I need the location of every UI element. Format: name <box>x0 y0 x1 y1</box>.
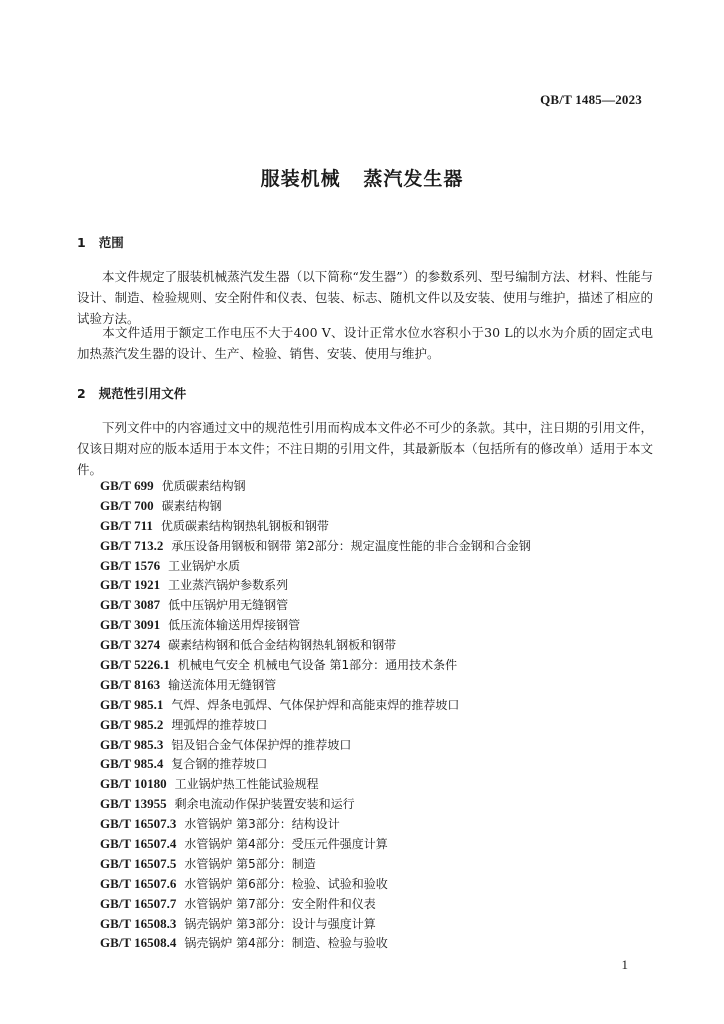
reference-item <box>100 874 531 894</box>
reference-item <box>100 933 531 953</box>
reference-title: 锅壳锅炉 第3部分：设计与强度计算 <box>184 916 376 931</box>
reference-code: GB/T 16507.5 <box>100 855 177 871</box>
document-title: 服装机械 蒸汽发生器 <box>260 168 464 190</box>
reference-title: 工业蒸汽锅炉参数系列 <box>168 578 289 593</box>
reference-code: GB/T 985.2 <box>100 716 164 732</box>
reference-item <box>100 754 531 774</box>
reference-code: GB/T 3091 <box>100 617 161 633</box>
reference-code: GB/T 985.1 <box>100 696 164 712</box>
reference-code: GB/T 16507.6 <box>100 875 177 891</box>
reference-code: GB/T 1921 <box>100 577 161 593</box>
reference-code: GB/T 3274 <box>100 637 161 653</box>
reference-code: GB/T 713.2 <box>100 537 164 553</box>
reference-title: 复合钢的推荐坡口 <box>171 757 268 772</box>
reference-item <box>100 476 531 496</box>
standard-code: QB/T 1485—2023 <box>540 92 642 107</box>
reference-code: GB/T 10180 <box>100 776 167 792</box>
section-heading-normative-references: 2 规范性引用文件 <box>77 386 187 401</box>
reference-code: GB/T 13955 <box>100 796 167 812</box>
reference-title: 剩余电流动作保护装置安装和运行 <box>174 797 355 812</box>
reference-item <box>100 496 531 516</box>
reference-item <box>100 715 531 735</box>
scope-paragraph-1 <box>77 266 653 329</box>
references-intro-paragraph <box>77 417 653 480</box>
reference-title: 铝及铝合金气体保护焊的推荐坡口 <box>171 737 352 752</box>
reference-title: 机械电气安全 机械电气设备 第1部分：通用技术条件 <box>177 658 458 673</box>
scope-paragraph-2 <box>77 322 653 364</box>
reference-title: 输送流体用无缝钢管 <box>168 677 277 692</box>
reference-item <box>100 894 531 914</box>
reference-list <box>100 476 531 953</box>
reference-code: GB/T 16507.3 <box>100 816 177 832</box>
reference-code: GB/T 16508.3 <box>100 915 177 931</box>
reference-code: GB/T 985.4 <box>100 756 164 772</box>
reference-code: GB/T 16508.4 <box>100 935 177 951</box>
reference-item <box>100 675 531 695</box>
reference-item <box>100 774 531 794</box>
reference-code: GB/T 700 <box>100 497 154 513</box>
reference-item <box>100 814 531 834</box>
reference-title: 水管锅炉 第5部分：制造 <box>184 856 316 871</box>
reference-title: 优质碳素结构钢 <box>161 479 246 493</box>
reference-item <box>100 516 531 536</box>
reference-code: GB/T 711 <box>100 517 153 533</box>
reference-item <box>100 735 531 755</box>
reference-item <box>100 794 531 814</box>
reference-code: GB/T 16507.7 <box>100 895 177 911</box>
page-number: 1 <box>621 957 628 972</box>
reference-item <box>100 575 531 595</box>
reference-code: GB/T 5226.1 <box>100 657 170 673</box>
references-intro-text: 下列文件中的内容通过文中的规范性引用而构成本文件必不可少的条款。其中，注日期的引用文件，仅该日期对应的版本适用于本文件；不注日期的引用文件，其最新版本（包括所有的修改单）适用于本文件。 <box>77 420 653 477</box>
reference-item <box>100 595 531 615</box>
reference-item <box>100 854 531 874</box>
reference-item <box>100 914 531 934</box>
reference-code: GB/T 1576 <box>100 557 161 573</box>
reference-title: 水管锅炉 第3部分：结构设计 <box>184 817 340 832</box>
reference-title: 埋弧焊的推荐坡口 <box>171 717 268 732</box>
reference-item <box>100 834 531 854</box>
reference-item <box>100 615 531 635</box>
reference-code: GB/T 985.3 <box>100 736 164 752</box>
reference-title: 工业锅炉热工性能试验规程 <box>174 777 319 792</box>
scope-paragraph-2-text: 本文件适用于额定工作电压不大于400 V、设计正常水位水容积小于30 L的以水为介质的固定式电加热蒸汽发生器的设计、生产、检验、销售、安装、使用与维护。 <box>77 325 653 361</box>
reference-title: 碳素结构钢和低合金结构钢热轧钢板和钢带 <box>168 638 397 653</box>
reference-title: 碳素结构钢 <box>161 498 222 513</box>
reference-title: 水管锅炉 第4部分：受压元件强度计算 <box>184 837 388 852</box>
reference-title: 低压流体输送用焊接钢管 <box>168 618 301 633</box>
reference-title: 锅壳锅炉 第4部分：制造、检验与验收 <box>184 936 388 951</box>
reference-title: 工业锅炉水质 <box>168 558 241 573</box>
scope-paragraph-1-text: 本文件规定了服装机械蒸汽发生器（以下简称“发生器”）的参数系列、型号编制方法、材料、性能与设计、制造、检验规则、安全附件和仪表、包装、标志、随机文件以及安装、使用与维护，描述了相应的试验方法。 <box>77 269 653 326</box>
reference-title: 气焊、焊条电弧焊、气体保护焊和高能束焊的推荐坡口 <box>171 697 460 712</box>
reference-item <box>100 536 531 556</box>
reference-title: 低中压锅炉用无缝钢管 <box>168 598 289 613</box>
reference-title: 水管锅炉 第6部分：检验、试验和验收 <box>184 876 388 891</box>
reference-code: GB/T 8163 <box>100 676 161 692</box>
reference-item <box>100 556 531 576</box>
reference-code: GB/T 16507.4 <box>100 836 177 852</box>
reference-code: GB/T 699 <box>100 478 154 493</box>
section-heading-scope: 1 范围 <box>77 235 124 250</box>
reference-item <box>100 655 531 675</box>
reference-code: GB/T 3087 <box>100 597 161 613</box>
reference-title: 优质碳素结构钢热轧钢板和钢带 <box>160 518 329 533</box>
reference-title: 水管锅炉 第7部分：安全附件和仪表 <box>184 896 376 911</box>
reference-item <box>100 695 531 715</box>
reference-item <box>100 635 531 655</box>
reference-title: 承压设备用钢板和钢带 第2部分：规定温度性能的非合金钢和合金钢 <box>171 538 531 553</box>
